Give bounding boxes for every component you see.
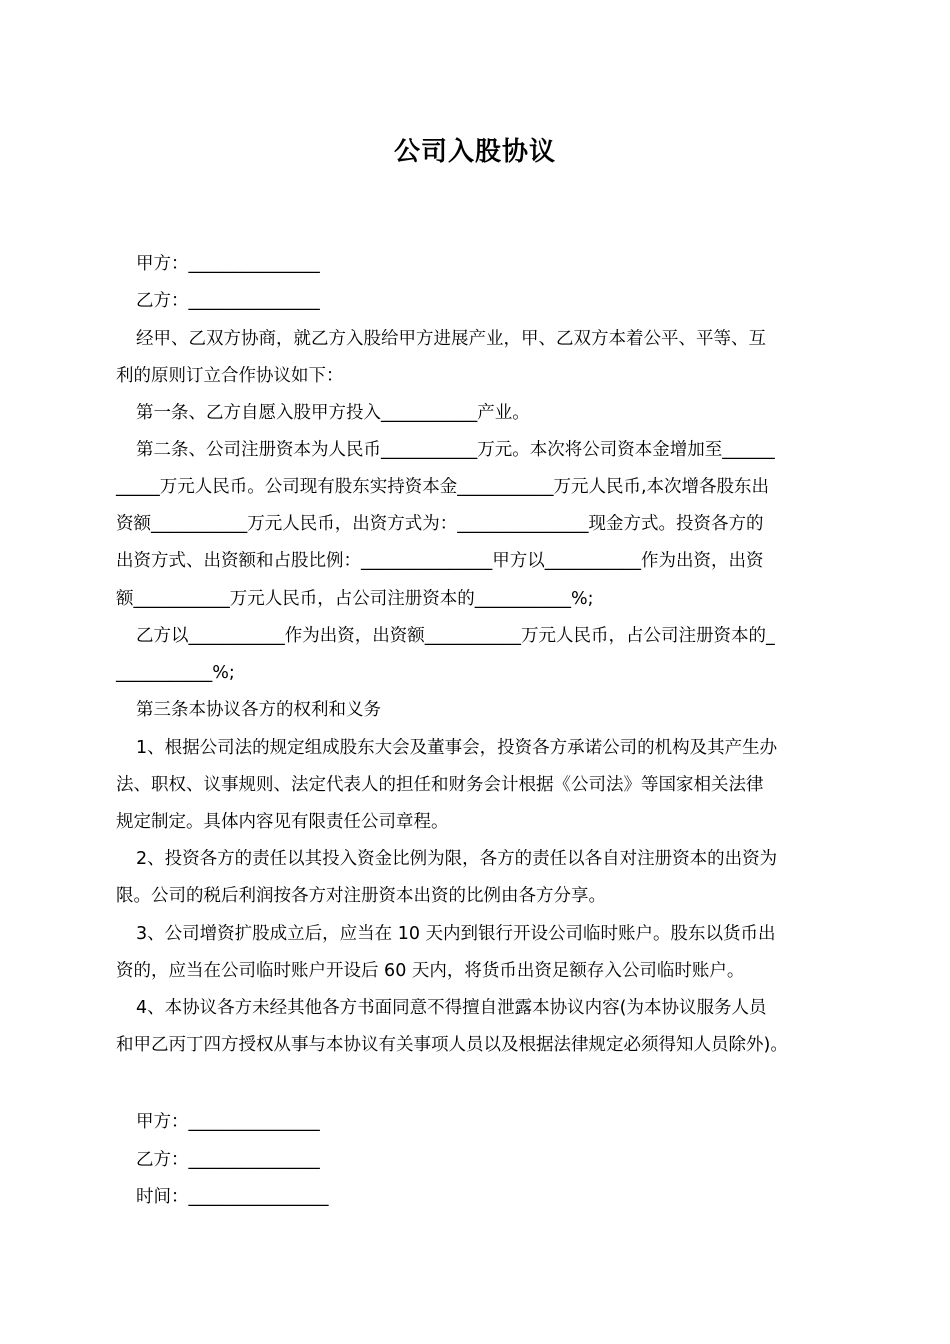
body-line: 资的，应当在公司临时账户开设后 60 天内，将货币出资足额存入公司临时账户。 <box>116 961 745 981</box>
body-line: 乙方以___________作为出资，出资额___________万元人民币，占公司注册资本的_ <box>136 626 775 646</box>
signature-time: 时间：________________ <box>136 1187 329 1207</box>
body-line: 资额___________万元人民币，出资方式为：_______________现金方式。投资各方的 <box>116 514 764 534</box>
body-line: 法、职权、议事规则、法定代表人的担任和财务会计根据《公司法》等国家相关法律 <box>116 775 764 795</box>
body-line: 限。公司的税后利润按各方对注册资本出资的比例由各方分享。 <box>116 886 606 906</box>
party-b-line: 乙方：_______________ <box>136 291 320 311</box>
signature-party-a: 甲方：_______________ <box>136 1112 320 1132</box>
party-a-line: 甲方：_______________ <box>136 254 320 274</box>
body-line: 利的原则订立合作协议如下： <box>116 366 344 386</box>
clause-4: 4、本协议各方未经其他各方书面同意不得擅自泄露本协议内容(为本协议服务人员 <box>136 998 767 1018</box>
body-line: _____万元人民币。公司现有股东实持资本金___________万元人民币,本次增各股东出 <box>116 477 770 497</box>
body-line: ___________%; <box>116 663 235 683</box>
body-line: 经甲、乙双方协商，就乙方入股给甲方进展产业，甲、乙双方本着公平、平等、互 <box>136 329 766 349</box>
document-title: 公司入股协议 <box>393 137 556 167</box>
article-1: 第一条、乙方自愿入股甲方投入___________产业。 <box>136 403 530 423</box>
body-line: 出资方式、出资额和占股比例：_______________甲方以___________作为出资，出资 <box>116 551 764 571</box>
clause-1: 1、根据公司法的规定组成股东大会及董事会，投资各方承诺公司的机构及其产生办 <box>136 738 778 758</box>
signature-party-b: 乙方：_______________ <box>136 1150 320 1170</box>
article-3-heading: 第三条本协议各方的权利和义务 <box>136 700 381 720</box>
body-line: 额___________万元人民币，占公司注册资本的___________%; <box>116 589 594 609</box>
clause-3: 3、公司增资扩股成立后，应当在 10 天内到银行开设公司临时账户。股东以货币出 <box>136 924 776 944</box>
body-line: 规定制定。具体内容见有限责任公司章程。 <box>116 812 449 832</box>
clause-2: 2、投资各方的责任以其投入资金比例为限，各方的责任以各自对注册资本的出资为 <box>136 849 778 869</box>
article-2: 第二条、公司注册资本为人民币___________万元。本次将公司资本金增加至______ <box>136 440 775 460</box>
body-line: 和甲乙丙丁四方授权从事与本协议有关事项人员以及根据法律规定必须得知人员除外)。 <box>116 1035 788 1055</box>
